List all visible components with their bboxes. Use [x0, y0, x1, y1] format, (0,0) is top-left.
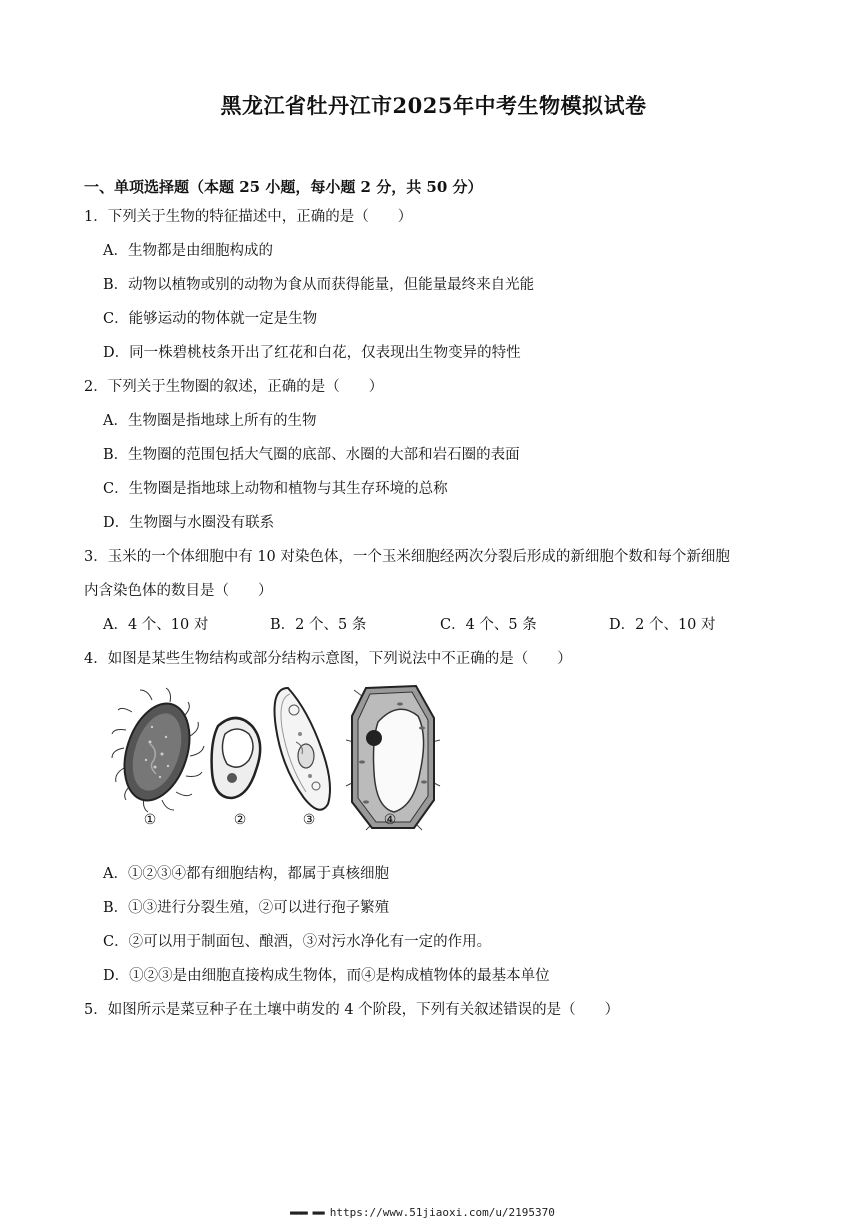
cell-structures-figure [110, 682, 450, 832]
footer-url [290, 1206, 555, 1219]
question-2-option-a: A．生物圈是指地球上所有的生物 [103, 413, 317, 429]
question-3-stem-line2: 内含染色体的数目是（ ） [84, 583, 273, 599]
figure-label-4: ④ [383, 812, 397, 828]
question-1-option-a: A．生物都是由细胞构成的 [103, 243, 273, 259]
question-1-option-b: B．动物以植物或别的动物为食从而获得能量，但能量最终来自光能 [103, 277, 535, 293]
question-3-option-a: A．4 个、10 对 [103, 617, 209, 633]
question-5-stem: 5．如图所示是菜豆种子在土壤中萌发的 4 个阶段，下列有关叙述错误的是（ ） [84, 1002, 620, 1018]
paramecium-illustration [275, 688, 331, 810]
bacterium-illustration [112, 688, 204, 812]
question-1-option-c: C．能够运动的物体就一定是生物 [103, 311, 318, 327]
question-4-stem: 4．如图是某些生物结构或部分结构示意图，下列说法中不正确的是（ ） [84, 651, 572, 667]
figure-label-1: ① [143, 812, 157, 828]
question-3-option-d: D．2 个、10 对 [609, 617, 716, 633]
page-title: 黑龙江省牡丹江市2025年中考生物模拟试卷 [220, 93, 647, 118]
question-2-option-c: C．生物圈是指地球上动物和植物与其生存环境的总称 [103, 481, 448, 497]
section-heading: 一、单项选择题（本题 25 小题，每小题 2 分，共 50 分） [84, 178, 483, 196]
question-1-stem: 1．下列关于生物的特征描述中，正确的是（ ） [84, 209, 413, 225]
footer-prefix: ▬▬▬ ▬▬ [290, 1206, 324, 1219]
question-3-option-c: C．4 个、5 条 [440, 617, 537, 633]
question-3-option-b: B．2 个、5 条 [270, 617, 367, 633]
figure-label-3: ③ [302, 812, 316, 828]
question-2-stem: 2．下列关于生物圈的叙述，正确的是（ ） [84, 379, 384, 395]
question-2-option-b: B．生物圈的范围包括大气圈的底部、水圈的大部和岩石圈的表面 [103, 447, 520, 463]
question-4-option-d: D．①②③是由细胞直接构成生物体，而④是构成植物体的最基本单位 [103, 968, 550, 984]
question-1-option-d: D．同一株碧桃枝条开出了红花和白花，仅表现出生物变异的特性 [103, 345, 521, 361]
question-4-option-b: B．①③进行分裂生殖，②可以进行孢子繁殖 [103, 900, 390, 916]
footer-link: https://www.51jiaoxi.com/u/2195370 [329, 1206, 555, 1219]
question-4-option-a: A．①②③④都有细胞结构，都属于真核细胞 [103, 866, 389, 882]
question-4-option-c: C．②可以用于制面包、酿酒，③对污水净化有一定的作用。 [103, 934, 492, 950]
question-2-option-d: D．生物圈与水圈没有联系 [103, 515, 275, 531]
yeast-illustration [212, 718, 261, 798]
plant-cell-illustration [346, 686, 440, 830]
figure-label-2: ② [233, 812, 247, 828]
question-3-stem-line1: 3．玉米的一个体细胞中有 10 对染色体，一个玉米细胞经两次分裂后形成的新细胞个数和每个新细胞 [84, 549, 730, 565]
